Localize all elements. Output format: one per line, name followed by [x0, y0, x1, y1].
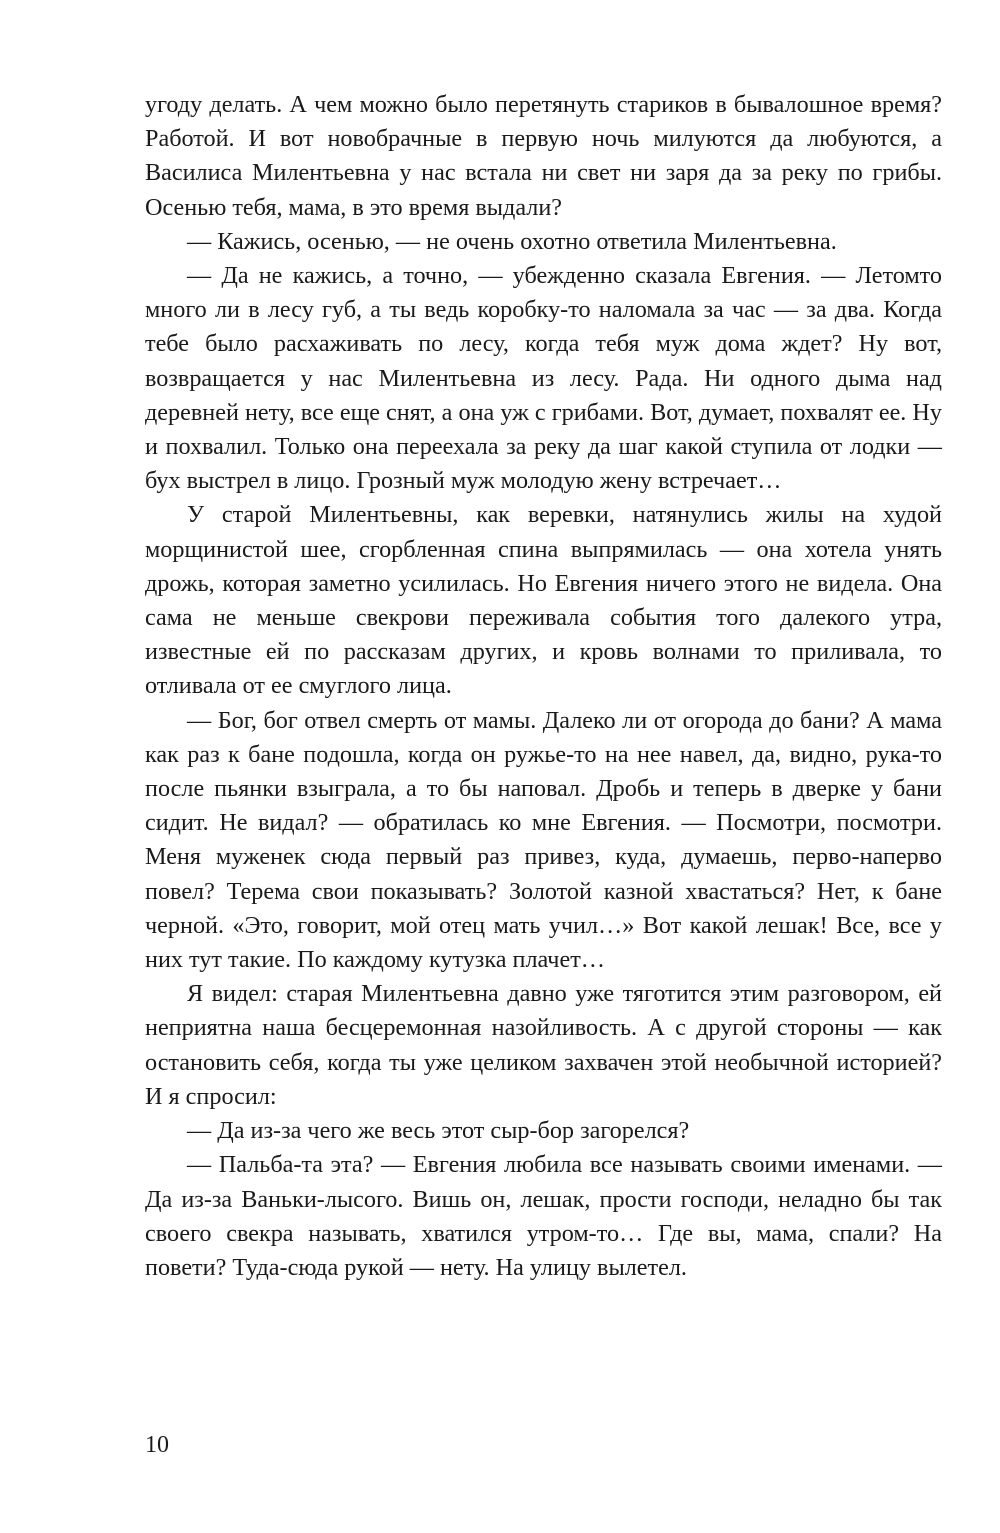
paragraph: У старой Милентьевны, как веревки, натянулись жилы на худой морщинистой шее, сгорбленная спина выпрямилась — она хотела унять дрожь, которая заметно усилилась. Но Евгения ничего этого не видела. Она сама не меньше свекрови переживала события того далекого утра, известные ей по рассказам других, и кровь волнами то приливала, то отливала от ее смуглого лица.	[145, 501, 942, 700]
paragraph: — Бог, бог отвел смерть от мамы. Далеко ли от огорода до бани? А мама как раз к бане подошла, когда он ружье-то на нее навел, да, видно, рука-то после пьянки взыграла, а то бы наповал. Дробь и теперь в дверке у бани сидит. Не видал? — обратилась ко мне Евгения. — Посмотри, посмотри. Меня муженек сюда первый раз привез, куда, думаешь, перво-наперво повел? Терема свои показывать? Золотой казной хвастаться? Нет, к бане черной. «Это, говорит, мой отец мать учил…» Вот какой лешак! Все, все у них тут такие. По каждому кутузка плачет…	[145, 706, 942, 974]
page-number: 10	[145, 1432, 169, 1458]
paragraph: Я видел: старая Милентьевна давно уже тяготится этим разговором, ей неприятна наша бесцеремонная назойливость. А с другой стороны — как остановить себя, когда ты уже целиком захвачен этой необычной историей? И я спросил:	[145, 980, 942, 1110]
paragraph: — Кажись, осенью, — не очень охотно ответила Милентьевна.	[187, 227, 837, 255]
paragraph: — Да из-за чего же весь этот сыр-бор загорелся?	[187, 1117, 690, 1145]
paragraph: угоду делать. А чем можно было перетянуть стариков в бывалошное время? Работой. И вот новобрачные в первую ночь милуются да любуются, а Василиса Милентьевна у нас встала ни свет ни заря да за реку по грибы. Осенью тебя, мама, в это время выдали?	[145, 91, 942, 221]
paragraph: — Пальба-та эта? — Евгения любила все называть своими именами. — Да из-за Ваньки-лысого. Вишь он, лешак, прости господи, неладно бы так своего свекра называть, хватился утром-то… Где вы, мама, спали? На повети? Туда-сюда рукой — нету. На улицу вылетел.	[145, 1151, 942, 1281]
paragraph: — Да не кажись, а точно, — убежденно сказала Евгения. — Летомто много ли в лесу губ, а ты ведь коробку-то наломала за час — за два. Когда тебе было расхаживать по лесу, когда тебя муж дома ждет? Ну вот, возвращается у нас Милентьевна из лесу. Рада. Ни одного дыма над деревней нету, все еще снят, а она уж с грибами. Вот, думает, похвалят ее. Ну и похвалил. Только она переехала за реку да шаг какой ступила от лодки — бух выстрел в лицо. Грозный муж молодую жену встречает…	[145, 262, 942, 495]
body-text	[145, 88, 942, 1285]
